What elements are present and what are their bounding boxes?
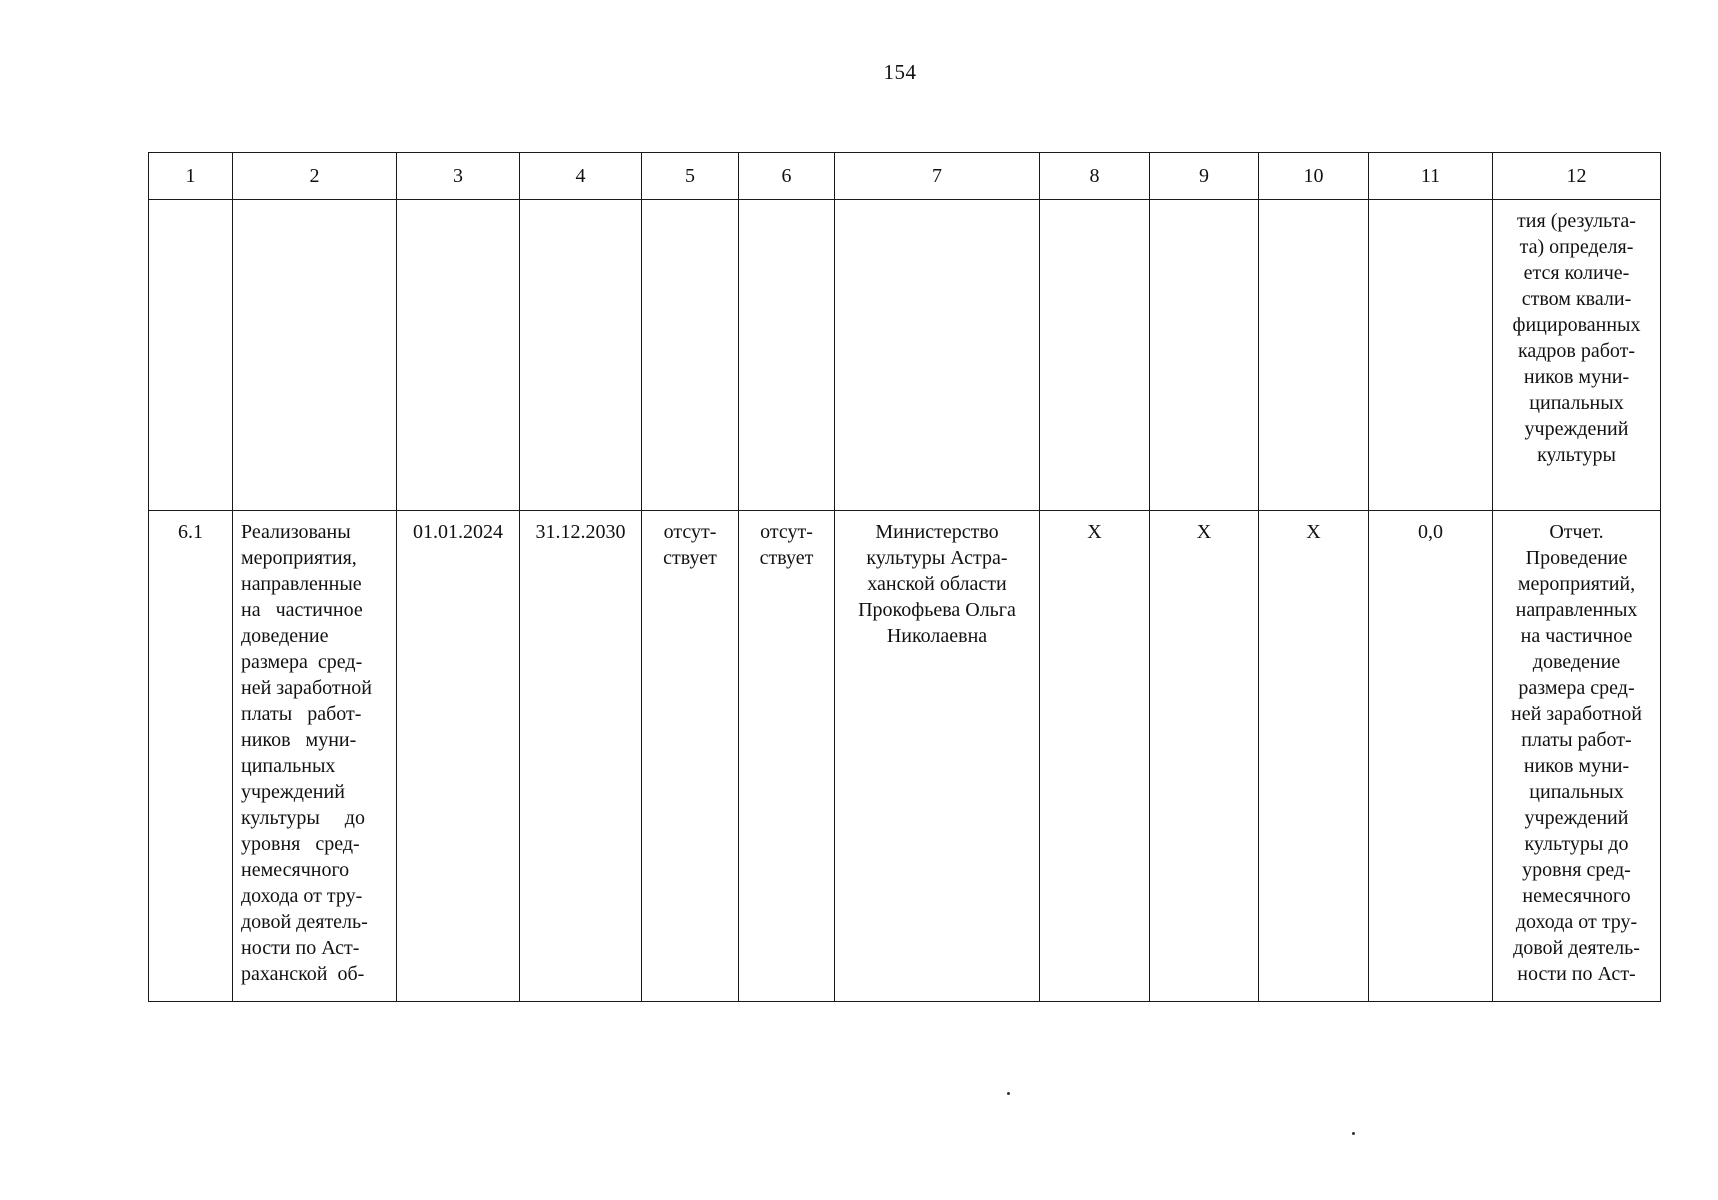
cell-empty: [739, 200, 835, 511]
col-header-7: 7: [835, 153, 1040, 200]
col5-value: отсут- ствует: [663, 521, 717, 569]
cell-end-date: [520, 511, 642, 1002]
col-header-2: 2: [233, 153, 397, 200]
cell-item-number: [149, 511, 233, 1002]
cell-empty: [642, 200, 739, 511]
col9-value: Х: [1196, 521, 1212, 543]
col-header-11: 11: [1369, 153, 1493, 200]
cell-empty: [397, 200, 520, 511]
cell-col6: [739, 511, 835, 1002]
cell-empty: [835, 200, 1040, 511]
col6-value: отсут- ствует: [759, 521, 814, 569]
scan-speck: [1007, 1092, 1010, 1095]
cell-empty: [149, 200, 233, 511]
cell-empty: [1369, 200, 1493, 511]
col8-value: Х: [1087, 521, 1102, 543]
col-header-12: 12: [1493, 153, 1661, 200]
cell-empty: [1040, 200, 1150, 511]
cell-item-title: [233, 511, 397, 1002]
cell-col8: [1040, 511, 1150, 1002]
cell-empty: [233, 200, 397, 511]
start-date: 01.01.2024: [413, 521, 503, 543]
col-header-4: 4: [520, 153, 642, 200]
responsible-person: Министерство культуры Астра- ханской области Прокофьева Ольга Николаевна: [858, 521, 1016, 647]
cell-empty: [1259, 200, 1369, 511]
column-number-row: [149, 153, 1661, 200]
table-row-continuation: [149, 200, 1661, 511]
cell-responsible: [835, 511, 1040, 1002]
item-title: Реализованы мероприятия, направленные на частичное доведение размера сред- ней заработной платы работ- ников муни- ципальных учреждений культуры до уровня сред- немесячного дохода от тру- довой деятель- ности по Аст- раханской об-: [241, 521, 372, 985]
col-header-3: 3: [397, 153, 520, 200]
report-text: Отчет. Проведение мероприятий, направленных на частичное доведение размера сред- ней заработной платы работ- ников муни- ципальных учреждений культуры до уровня сред- немесячного дохода от тру- довой деятель- ности по Аст-: [1511, 521, 1642, 985]
col11-value: 0,0: [1418, 521, 1443, 543]
col-header-1: 1: [149, 153, 233, 200]
cell-start-date: [397, 511, 520, 1002]
page-number: 154: [883, 60, 917, 84]
col-header-5: 5: [642, 153, 739, 200]
cell-empty: [520, 200, 642, 511]
result-continuation-text: тия (результа- та) определя- ется количе- ством квали- фицированных кадров работ- ников муни- ципальных учреждений культуры: [1512, 210, 1641, 466]
cell-col10: [1259, 511, 1369, 1002]
col-header-9: 9: [1150, 153, 1259, 200]
table-row-6-1: [149, 511, 1661, 1002]
item-number: 6.1: [178, 521, 203, 543]
col10-value: Х: [1306, 521, 1321, 543]
end-date: 31.12.2030: [535, 521, 626, 543]
cell-col11: [1369, 511, 1493, 1002]
cell-report: [1493, 511, 1661, 1002]
cell-result-continuation: [1493, 200, 1661, 511]
measures-table: [148, 152, 1661, 1002]
cell-col9: [1150, 511, 1259, 1002]
cell-empty: [1150, 200, 1259, 511]
col-header-8: 8: [1040, 153, 1150, 200]
cell-col5: [642, 511, 739, 1002]
scan-speck: [1352, 1132, 1355, 1135]
col-header-10: 10: [1259, 153, 1369, 200]
col-header-6: 6: [739, 153, 835, 200]
